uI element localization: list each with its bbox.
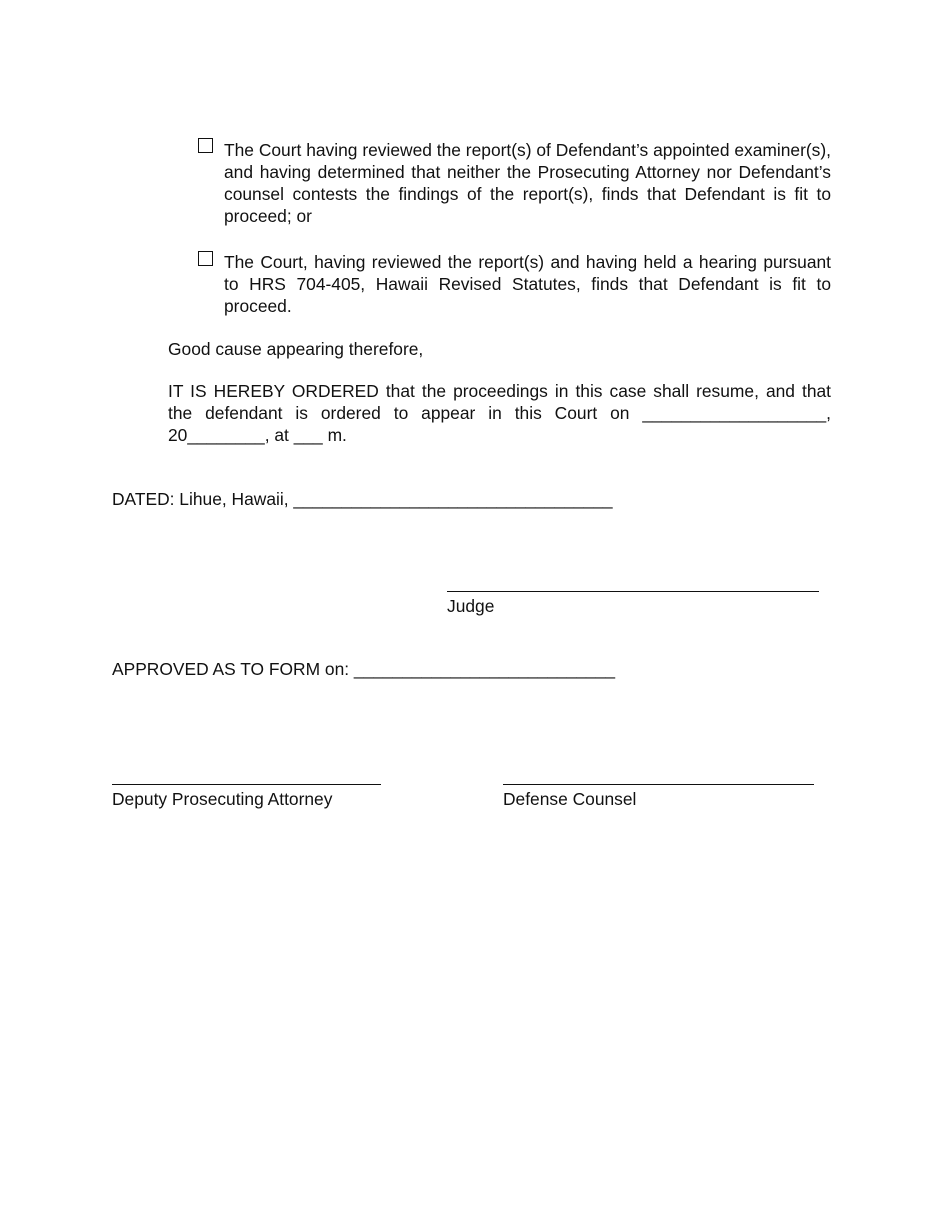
defense-counsel-signature-line: [503, 784, 814, 785]
option-2-text: The Court, having reviewed the report(s) and having held a hearing pursuant to HRS 704-405, Hawaii Revised Statutes, finds that Defendant is fit to proceed.: [224, 252, 831, 316]
order-paragraph: IT IS HEREBY ORDERED that the proceedings in this case shall resume, and that the defendant is ordered to appear in this Court on ___________________, 20________, at ___ m.: [168, 381, 831, 445]
deputy-prosecutor-signature-line: [112, 784, 381, 785]
approved-as-to-form-line: APPROVED AS TO FORM on: ___________________________: [112, 659, 616, 679]
good-cause-text: Good cause appearing therefore,: [168, 339, 424, 359]
option-1-checkbox[interactable]: [198, 138, 213, 153]
judge-signature-line: [447, 591, 819, 592]
defense-counsel-label: Defense Counsel: [503, 789, 637, 809]
deputy-prosecutor-label: Deputy Prosecuting Attorney: [112, 789, 333, 809]
option-1-text: The Court having reviewed the report(s) of Defendant’s appointed examiner(s), and having determined that neither the Prosecuting Attorney nor Defendant’s counsel contests the findings of the report(s), finds that Defendant is fit to proceed; or: [224, 140, 831, 226]
judge-label: Judge: [447, 596, 495, 616]
dated-line: DATED: Lihue, Hawaii, _________________________________: [112, 489, 613, 509]
option-2-checkbox[interactable]: [198, 251, 213, 266]
